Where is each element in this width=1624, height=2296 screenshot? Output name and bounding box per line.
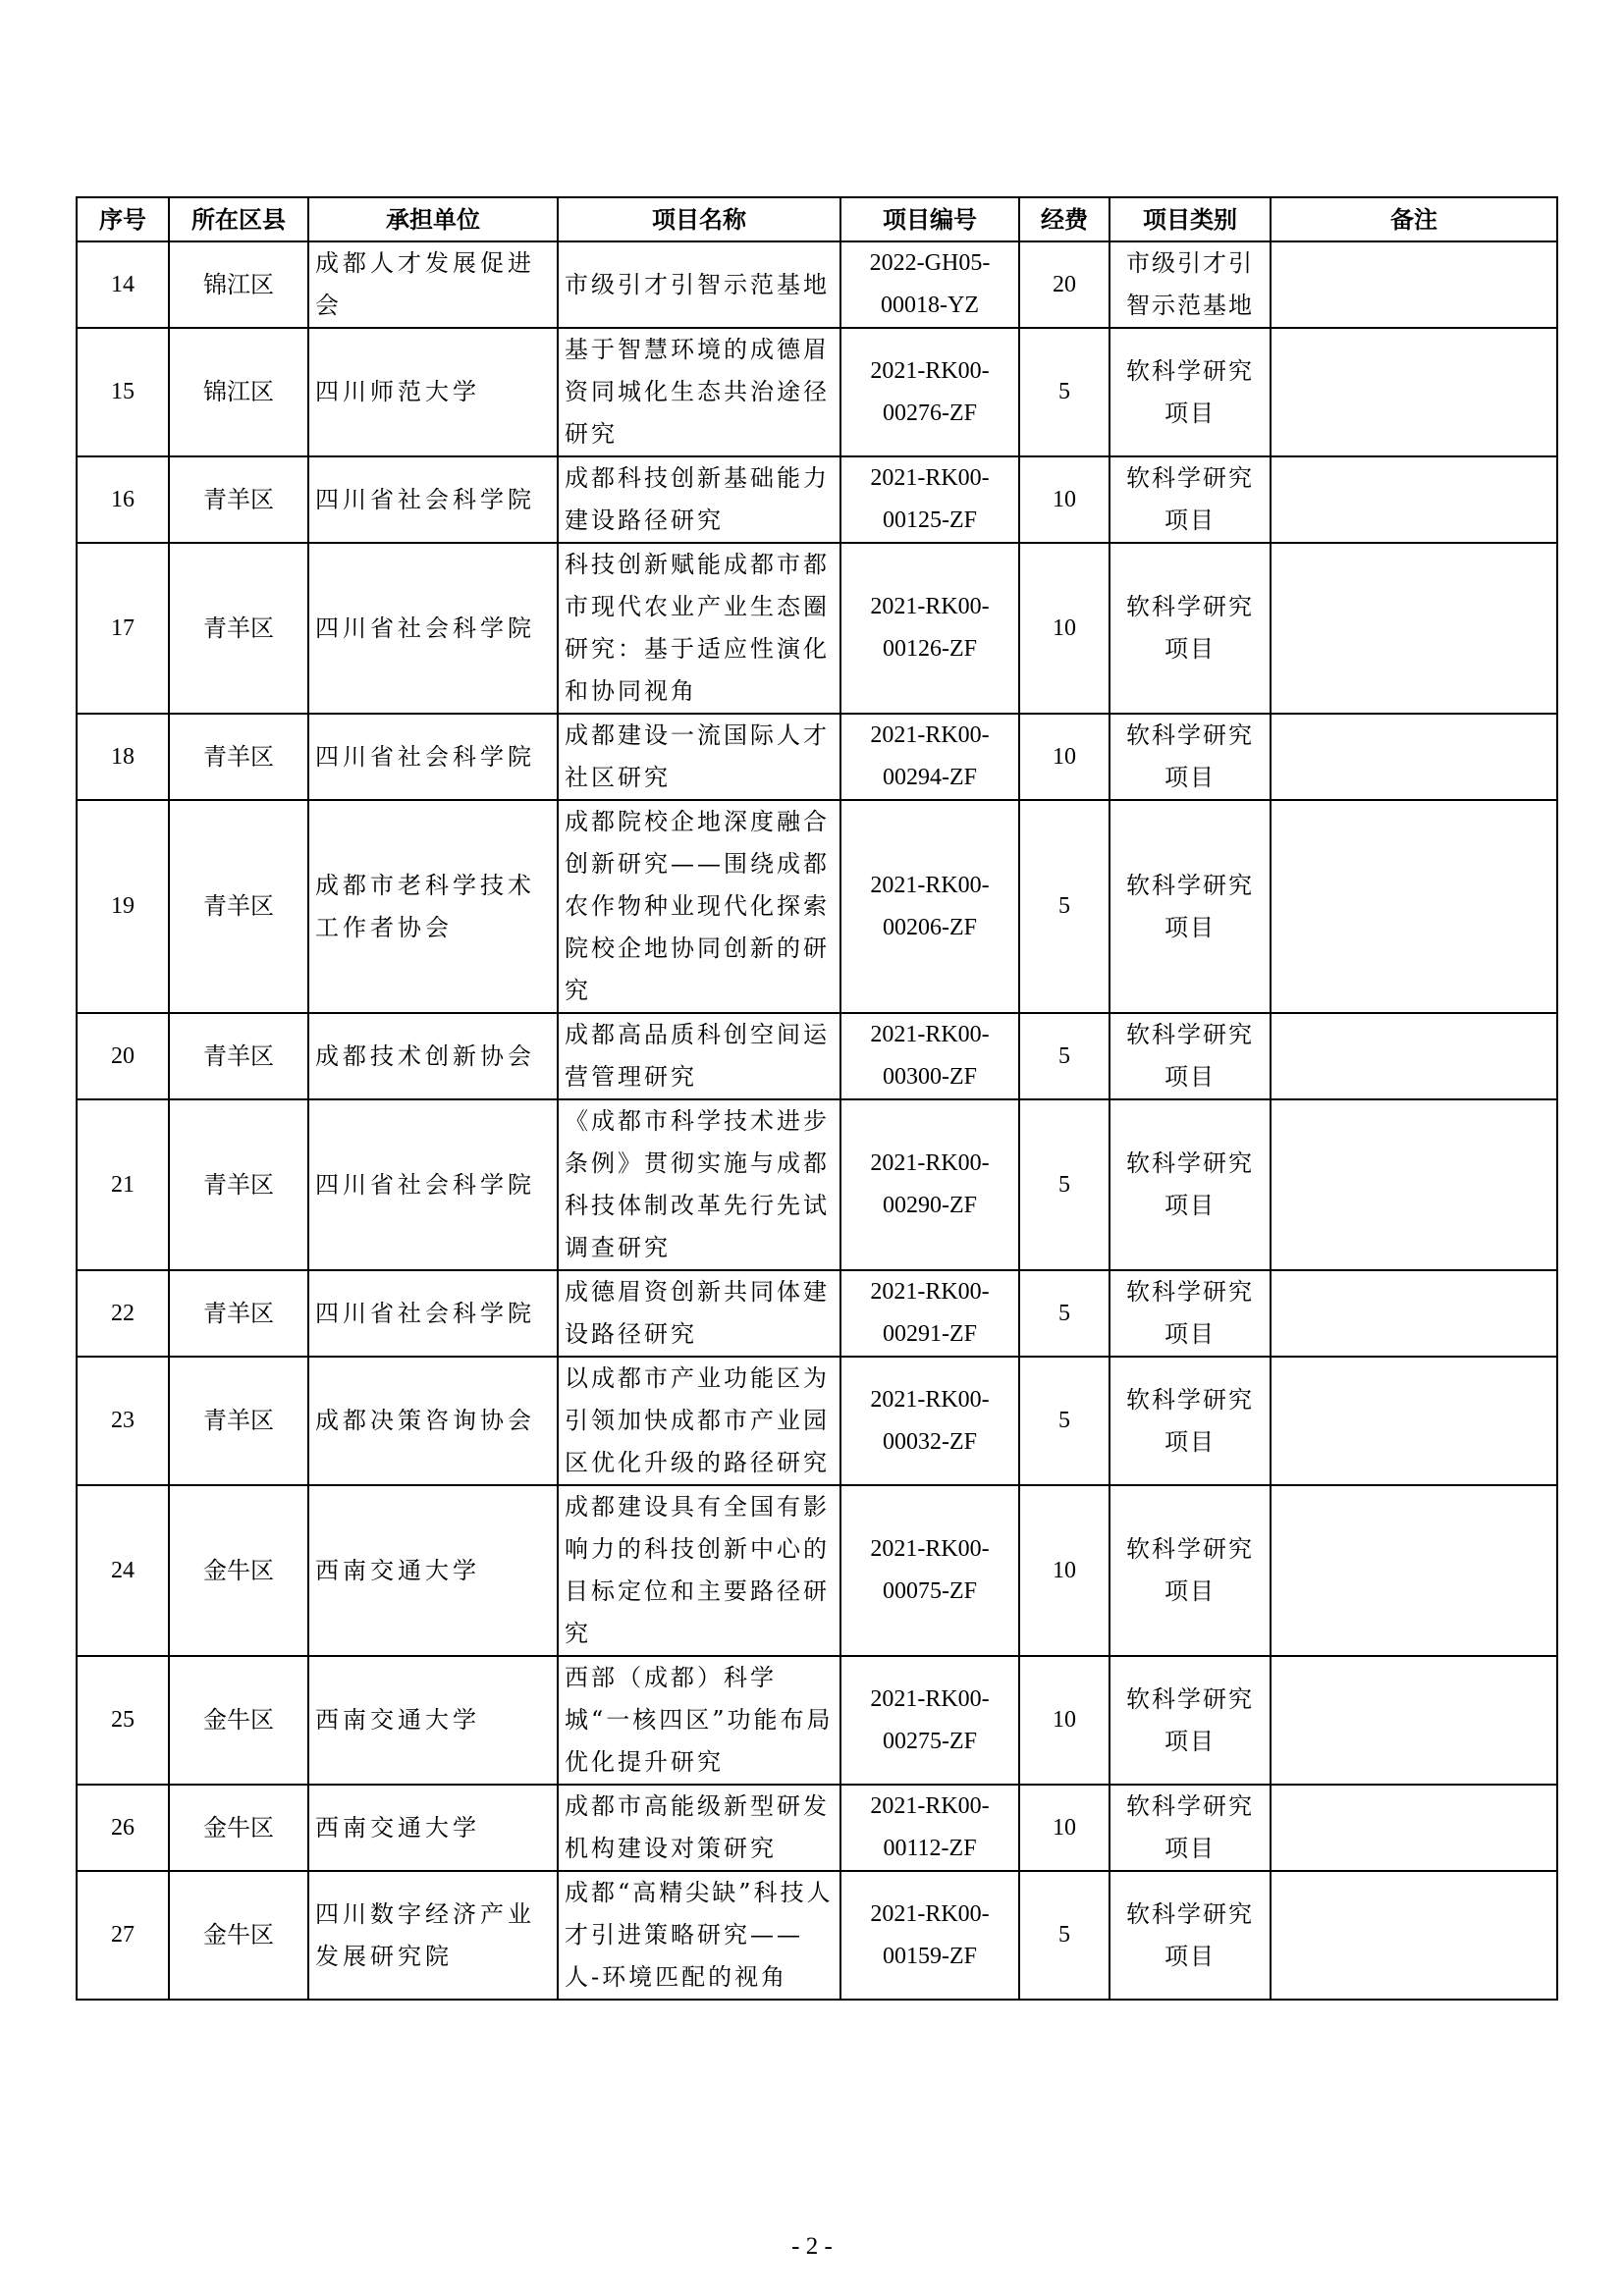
row-category: 市级引才引智示范基地 bbox=[1110, 241, 1271, 328]
row-fund: 20 bbox=[1019, 241, 1110, 328]
row-category: 软科学研究项目 bbox=[1110, 1270, 1271, 1357]
row-no: 17 bbox=[77, 543, 169, 714]
row-no: 14 bbox=[77, 241, 169, 328]
row-category: 软科学研究项目 bbox=[1110, 1099, 1271, 1270]
row-unit: 西南交通大学 bbox=[308, 1656, 558, 1785]
row-category: 软科学研究项目 bbox=[1110, 1485, 1271, 1656]
table-row bbox=[77, 456, 1557, 543]
table-row bbox=[77, 1013, 1557, 1099]
table-row bbox=[77, 714, 1557, 800]
row-project-name: 以成都市产业功能区为引领加快成都市产业园区优化升级的路径研究 bbox=[558, 1357, 840, 1485]
row-category: 软科学研究项目 bbox=[1110, 1871, 1271, 2000]
row-district: 金牛区 bbox=[169, 1485, 308, 1656]
row-unit: 四川数字经济产业发展研究院 bbox=[308, 1871, 558, 2000]
row-fund: 5 bbox=[1019, 800, 1110, 1013]
project-table bbox=[76, 196, 1558, 2001]
row-district: 金牛区 bbox=[169, 1785, 308, 1871]
row-project-name: 成都高品质科创空间运营管理研究 bbox=[558, 1013, 840, 1099]
row-no: 26 bbox=[77, 1785, 169, 1871]
header-project-name: 项目名称 bbox=[558, 197, 840, 241]
row-project-name: 成都院校企地深度融合创新研究——围绕成都农作物种业现代化探索院校企地协同创新的研究 bbox=[558, 800, 840, 1013]
row-project-code: 2021-RK00-00294-ZF bbox=[840, 714, 1019, 800]
row-fund: 5 bbox=[1019, 1357, 1110, 1485]
row-fund: 5 bbox=[1019, 1871, 1110, 2000]
row-project-code: 2021-RK00-00075-ZF bbox=[840, 1485, 1019, 1656]
row-no: 15 bbox=[77, 328, 169, 456]
table-row bbox=[77, 1656, 1557, 1785]
row-fund: 10 bbox=[1019, 456, 1110, 543]
row-project-code: 2022-GH05-00018-YZ bbox=[840, 241, 1019, 328]
row-unit: 西南交通大学 bbox=[308, 1785, 558, 1871]
table-row bbox=[77, 1357, 1557, 1485]
table-row bbox=[77, 241, 1557, 328]
row-note bbox=[1271, 1357, 1557, 1485]
header-unit: 承担单位 bbox=[308, 197, 558, 241]
row-note bbox=[1271, 456, 1557, 543]
row-no: 20 bbox=[77, 1013, 169, 1099]
row-district: 金牛区 bbox=[169, 1656, 308, 1785]
row-project-name: 成都“高精尖缺”科技人才引进策略研究——人-环境匹配的视角 bbox=[558, 1871, 840, 2000]
row-note bbox=[1271, 1099, 1557, 1270]
header-project-code: 项目编号 bbox=[840, 197, 1019, 241]
row-fund: 10 bbox=[1019, 543, 1110, 714]
row-district: 锦江区 bbox=[169, 328, 308, 456]
row-no: 25 bbox=[77, 1656, 169, 1785]
row-fund: 5 bbox=[1019, 1099, 1110, 1270]
row-unit: 成都决策咨询协会 bbox=[308, 1357, 558, 1485]
row-fund: 10 bbox=[1019, 714, 1110, 800]
row-district: 青羊区 bbox=[169, 1357, 308, 1485]
row-category: 软科学研究项目 bbox=[1110, 1656, 1271, 1785]
row-category: 软科学研究项目 bbox=[1110, 543, 1271, 714]
row-project-name: 成德眉资创新共同体建设路径研究 bbox=[558, 1270, 840, 1357]
table-row bbox=[77, 1099, 1557, 1270]
row-project-code: 2021-RK00-00112-ZF bbox=[840, 1785, 1019, 1871]
table-row bbox=[77, 543, 1557, 714]
header-fund: 经费 bbox=[1019, 197, 1110, 241]
row-project-code: 2021-RK00-00290-ZF bbox=[840, 1099, 1019, 1270]
row-fund: 10 bbox=[1019, 1656, 1110, 1785]
row-project-name: 成都建设一流国际人才社区研究 bbox=[558, 714, 840, 800]
row-fund: 10 bbox=[1019, 1785, 1110, 1871]
row-unit: 成都技术创新协会 bbox=[308, 1013, 558, 1099]
row-district: 青羊区 bbox=[169, 543, 308, 714]
row-district: 青羊区 bbox=[169, 1013, 308, 1099]
row-project-name: 西部（成都）科学城“一核四区”功能布局优化提升研究 bbox=[558, 1656, 840, 1785]
row-no: 27 bbox=[77, 1871, 169, 2000]
row-project-name: 《成都市科学技术进步条例》贯彻实施与成都科技体制改革先行先试调查研究 bbox=[558, 1099, 840, 1270]
row-project-code: 2021-RK00-00276-ZF bbox=[840, 328, 1019, 456]
row-unit: 四川师范大学 bbox=[308, 328, 558, 456]
row-project-code: 2021-RK00-00126-ZF bbox=[840, 543, 1019, 714]
row-project-code: 2021-RK00-00291-ZF bbox=[840, 1270, 1019, 1357]
row-project-code: 2021-RK00-00032-ZF bbox=[840, 1357, 1019, 1485]
row-no: 22 bbox=[77, 1270, 169, 1357]
row-note bbox=[1271, 543, 1557, 714]
row-category: 软科学研究项目 bbox=[1110, 800, 1271, 1013]
header-district: 所在区县 bbox=[169, 197, 308, 241]
row-fund: 10 bbox=[1019, 1485, 1110, 1656]
row-category: 软科学研究项目 bbox=[1110, 328, 1271, 456]
row-no: 21 bbox=[77, 1099, 169, 1270]
row-no: 24 bbox=[77, 1485, 169, 1656]
row-project-name: 市级引才引智示范基地 bbox=[558, 241, 840, 328]
row-category: 软科学研究项目 bbox=[1110, 1785, 1271, 1871]
row-note bbox=[1271, 1785, 1557, 1871]
row-note bbox=[1271, 1871, 1557, 2000]
table-row bbox=[77, 800, 1557, 1013]
table-row bbox=[77, 1485, 1557, 1656]
row-district: 锦江区 bbox=[169, 241, 308, 328]
row-note bbox=[1271, 1485, 1557, 1656]
row-no: 19 bbox=[77, 800, 169, 1013]
row-category: 软科学研究项目 bbox=[1110, 1357, 1271, 1485]
row-project-code: 2021-RK00-00300-ZF bbox=[840, 1013, 1019, 1099]
row-project-name: 成都市高能级新型研发机构建设对策研究 bbox=[558, 1785, 840, 1871]
row-category: 软科学研究项目 bbox=[1110, 714, 1271, 800]
row-project-name: 基于智慧环境的成德眉资同城化生态共治途径研究 bbox=[558, 328, 840, 456]
row-no: 16 bbox=[77, 456, 169, 543]
row-note bbox=[1271, 328, 1557, 456]
row-project-code: 2021-RK00-00125-ZF bbox=[840, 456, 1019, 543]
row-unit: 四川省社会科学院 bbox=[308, 1270, 558, 1357]
row-project-name: 成都科技创新基础能力建设路径研究 bbox=[558, 456, 840, 543]
row-district: 青羊区 bbox=[169, 714, 308, 800]
row-no: 23 bbox=[77, 1357, 169, 1485]
row-unit: 成都市老科学技术工作者协会 bbox=[308, 800, 558, 1013]
table-row bbox=[77, 328, 1557, 456]
row-project-name: 科技创新赋能成都市都市现代农业产业生态圈研究：基于适应性演化和协同视角 bbox=[558, 543, 840, 714]
row-unit: 四川省社会科学院 bbox=[308, 714, 558, 800]
row-fund: 5 bbox=[1019, 1013, 1110, 1099]
row-category: 软科学研究项目 bbox=[1110, 456, 1271, 543]
page-number: - 2 - bbox=[791, 2233, 833, 2260]
header-note: 备注 bbox=[1271, 197, 1557, 241]
table-row bbox=[77, 1871, 1557, 2000]
row-district: 金牛区 bbox=[169, 1871, 308, 2000]
row-note bbox=[1271, 1656, 1557, 1785]
row-project-code: 2021-RK00-00275-ZF bbox=[840, 1656, 1019, 1785]
row-note bbox=[1271, 800, 1557, 1013]
row-note bbox=[1271, 714, 1557, 800]
row-fund: 5 bbox=[1019, 1270, 1110, 1357]
row-unit: 四川省社会科学院 bbox=[308, 456, 558, 543]
row-category: 软科学研究项目 bbox=[1110, 1013, 1271, 1099]
row-fund: 5 bbox=[1019, 328, 1110, 456]
table-row bbox=[77, 1785, 1557, 1871]
table-row bbox=[77, 1270, 1557, 1357]
row-project-name: 成都建设具有全国有影响力的科技创新中心的目标定位和主要路径研究 bbox=[558, 1485, 840, 1656]
row-project-code: 2021-RK00-00159-ZF bbox=[840, 1871, 1019, 2000]
row-unit: 成都人才发展促进会 bbox=[308, 241, 558, 328]
row-project-code: 2021-RK00-00206-ZF bbox=[840, 800, 1019, 1013]
header-category: 项目类别 bbox=[1110, 197, 1271, 241]
header-no: 序号 bbox=[77, 197, 169, 241]
table-header-row bbox=[77, 197, 1557, 241]
row-district: 青羊区 bbox=[169, 456, 308, 543]
row-note bbox=[1271, 241, 1557, 328]
row-unit: 西南交通大学 bbox=[308, 1485, 558, 1656]
row-unit: 四川省社会科学院 bbox=[308, 543, 558, 714]
row-district: 青羊区 bbox=[169, 800, 308, 1013]
row-note bbox=[1271, 1270, 1557, 1357]
row-district: 青羊区 bbox=[169, 1099, 308, 1270]
row-district: 青羊区 bbox=[169, 1270, 308, 1357]
row-no: 18 bbox=[77, 714, 169, 800]
row-note bbox=[1271, 1013, 1557, 1099]
row-unit: 四川省社会科学院 bbox=[308, 1099, 558, 1270]
